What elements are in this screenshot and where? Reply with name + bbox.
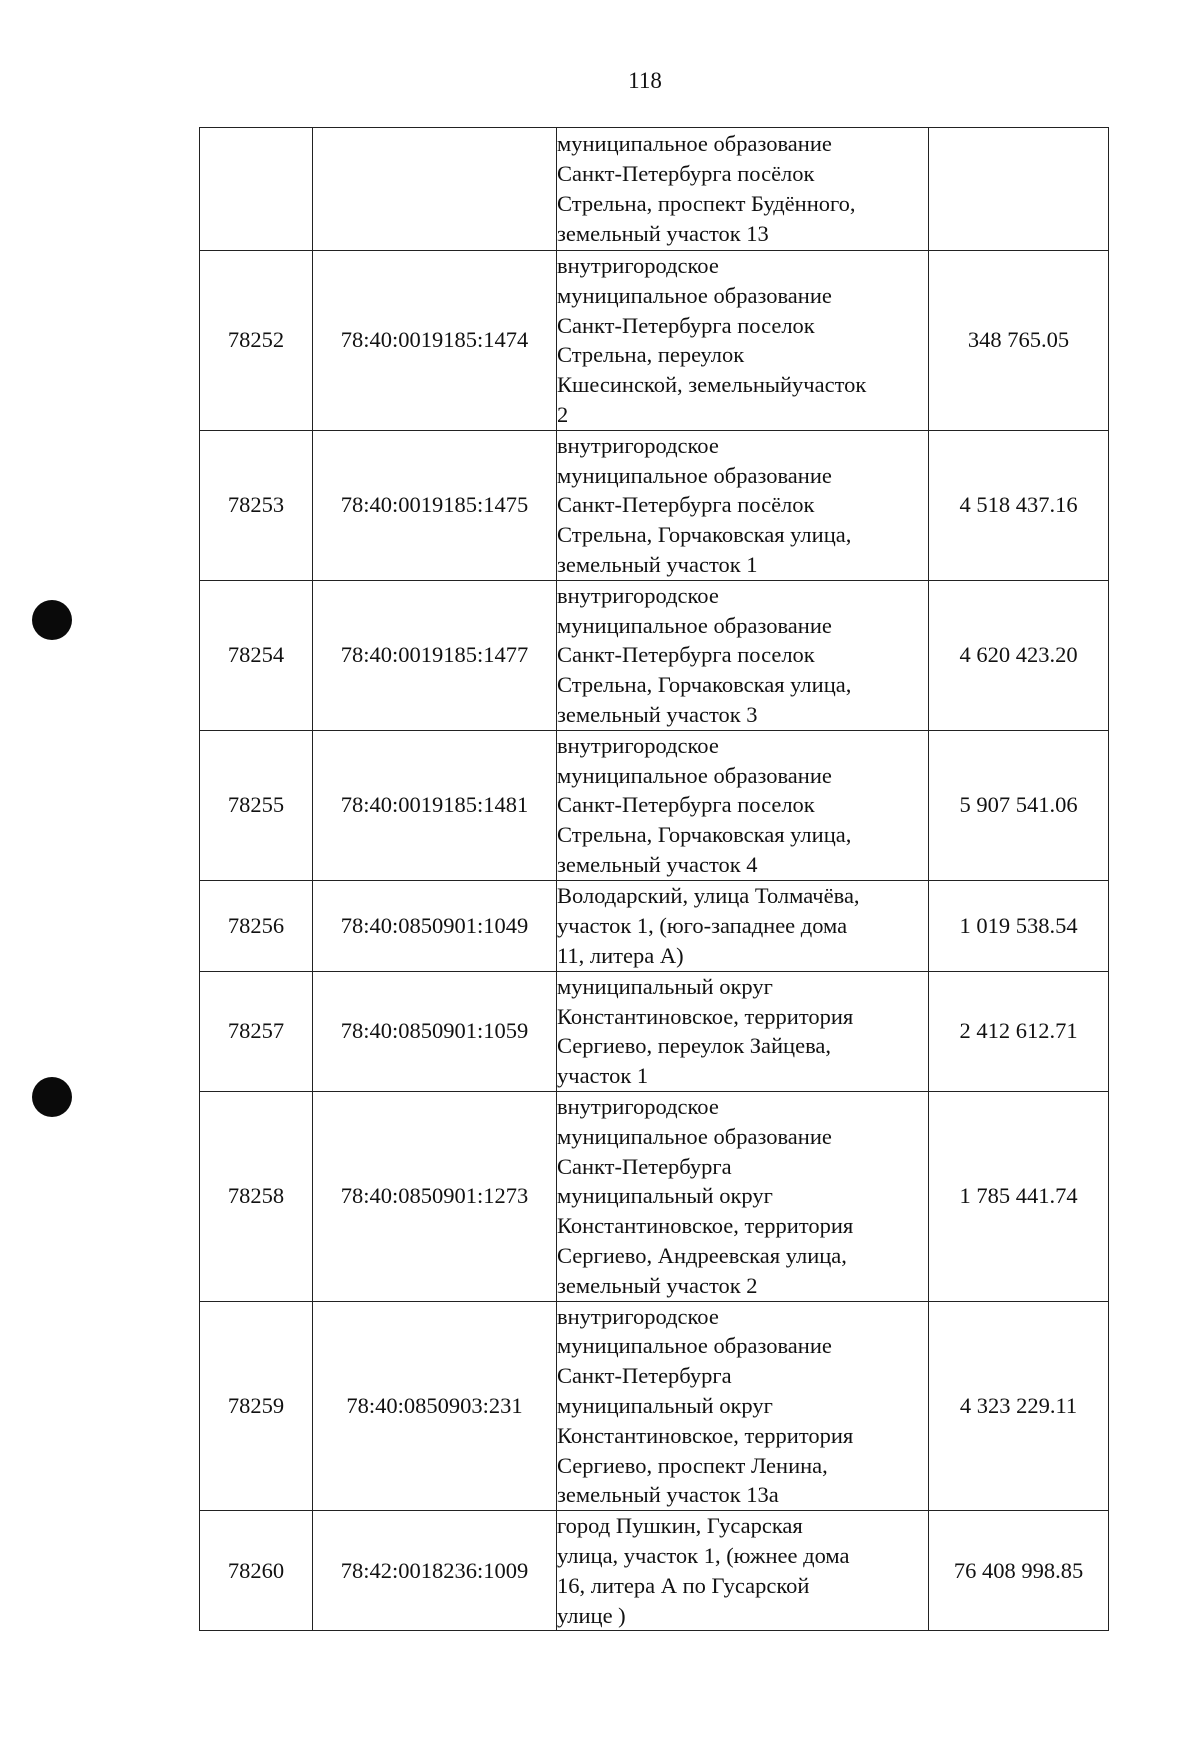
page-number: 118 — [628, 68, 662, 93]
address-line: внутригородское — [557, 1303, 719, 1329]
address-line: Стрельна, Горчаковская улица, — [557, 822, 852, 848]
cadastral-value: 348 765.05 — [929, 251, 1109, 431]
address-line: Константиновское, территория — [557, 1422, 854, 1448]
address-line: муниципальный округ — [557, 1183, 773, 1209]
row-number: 78259 — [200, 1301, 313, 1511]
table-row — [200, 971, 1109, 1091]
row-number: 78258 — [200, 1091, 313, 1301]
address-line: Сергиево, Андреевская улица, — [557, 1242, 847, 1268]
row-number: 78255 — [200, 730, 313, 880]
address-line: муниципальный округ — [557, 973, 773, 999]
cadastral-number: 78:40:0850903:231 — [313, 1301, 557, 1511]
address-line: муниципальное образование — [557, 612, 832, 638]
address — [557, 880, 929, 971]
table-row — [200, 1301, 1109, 1511]
land-plot-table — [199, 127, 1109, 1631]
binder-hole-top — [32, 600, 72, 640]
cadastral-value: 4 323 229.11 — [929, 1301, 1109, 1511]
address-line: 16, литера А по Гусарской — [557, 1572, 810, 1598]
row-number: 78256 — [200, 880, 313, 971]
address-line: Санкт-Петербурга поселок — [557, 312, 815, 338]
table-row — [200, 251, 1109, 431]
table-row — [200, 1511, 1109, 1631]
address-line: земельный участок 2 — [557, 1272, 758, 1298]
address-line: земельный участок 13 — [557, 220, 769, 246]
cadastral-value: 1 785 441.74 — [929, 1091, 1109, 1301]
cadastral-number: 78:40:0850901:1049 — [313, 880, 557, 971]
address-line: муниципальное образование — [557, 1333, 832, 1359]
cadastral-value: 5 907 541.06 — [929, 730, 1109, 880]
address-line: участок 1 — [557, 1063, 649, 1089]
row-number: 78253 — [200, 430, 313, 580]
table-body — [200, 128, 1109, 1631]
cadastral-value: 4 518 437.16 — [929, 430, 1109, 580]
address-line: внутригородское — [557, 582, 719, 608]
address-line: муниципальное образование — [557, 762, 832, 788]
address-line: Сергиево, переулок Зайцева, — [557, 1033, 832, 1059]
address-line: муниципальное образование — [557, 462, 832, 488]
address — [557, 251, 929, 431]
row-number: 78260 — [200, 1511, 313, 1631]
address-line: Константиновское, территория — [557, 1213, 854, 1239]
cadastral-value: 2 412 612.71 — [929, 971, 1109, 1091]
address-line: Санкт-Петербурга поселок — [557, 642, 815, 668]
address-line: Кшесинской, земельныйучасток — [557, 372, 867, 398]
row-number — [200, 128, 313, 251]
address-line: внутригородское — [557, 1093, 719, 1119]
address-line: земельный участок 13а — [557, 1482, 779, 1508]
address-line: Сергиево, проспект Ленина, — [557, 1452, 828, 1478]
cadastral-value: 4 620 423.20 — [929, 580, 1109, 730]
address-line: земельный участок 1 — [557, 551, 758, 577]
address-line: Санкт-Петербурга — [557, 1363, 732, 1389]
table-row — [200, 430, 1109, 580]
address-line: 2 — [557, 401, 569, 427]
table-row — [200, 730, 1109, 880]
address — [557, 430, 929, 580]
address — [557, 730, 929, 880]
address-line: Стрельна, проспект Будённого, — [557, 191, 856, 216]
address-line: муниципальный округ — [557, 1392, 773, 1418]
address-line: муниципальное образование — [557, 131, 832, 157]
cadastral-number — [313, 128, 557, 251]
address-line: внутригородское — [557, 732, 719, 758]
address-line: Санкт-Петербурга посёлок — [557, 161, 815, 187]
cadastral-number: 78:40:0019185:1477 — [313, 580, 557, 730]
address-line: Санкт-Петербурга поселок — [557, 792, 815, 818]
address-line: внутригородское — [557, 432, 719, 458]
cadastral-number: 78:40:0019185:1481 — [313, 730, 557, 880]
address — [557, 1091, 929, 1301]
cadastral-value: 76 408 998.85 — [929, 1511, 1109, 1631]
cadastral-number: 78:40:0019185:1475 — [313, 430, 557, 580]
address-line: земельный участок 4 — [557, 851, 758, 877]
address-line: 11, литера А) — [557, 942, 684, 968]
address — [557, 580, 929, 730]
address-line: муниципальное образование — [557, 1123, 832, 1149]
cadastral-value — [929, 128, 1109, 251]
row-number: 78257 — [200, 971, 313, 1091]
address-line: Санкт-Петербурга посёлок — [557, 492, 815, 518]
address-line: город Пушкин, Гусарская — [557, 1513, 803, 1539]
cadastral-number: 78:42:0018236:1009 — [313, 1511, 557, 1631]
address-line: внутригородское — [557, 253, 719, 278]
table-row — [200, 580, 1109, 730]
cadastral-number: 78:40:0019185:1474 — [313, 251, 557, 431]
address-line: участок 1, (юго-западнее дома — [557, 912, 848, 938]
row-number: 78252 — [200, 251, 313, 431]
address — [557, 1511, 929, 1631]
address-line: Стрельна, Горчаковская улица, — [557, 672, 852, 698]
address — [557, 971, 929, 1091]
table-row — [200, 128, 1109, 251]
cadastral-number: 78:40:0850901:1059 — [313, 971, 557, 1091]
cadastral-number: 78:40:0850901:1273 — [313, 1091, 557, 1301]
address — [557, 1301, 929, 1511]
address-line: Стрельна, Горчаковская улица, — [557, 522, 852, 548]
binder-hole-bottom — [32, 1077, 72, 1117]
address-line: муниципальное образование — [557, 282, 832, 308]
row-number: 78254 — [200, 580, 313, 730]
address-line: земельный участок 3 — [557, 701, 758, 727]
address-line: Стрельна, переулок — [557, 342, 745, 368]
address-line: улица, участок 1, (южнее дома — [557, 1542, 850, 1568]
address — [557, 128, 929, 251]
address-line: Константиновское, территория — [557, 1003, 854, 1029]
address-line: Санкт-Петербурга — [557, 1153, 732, 1179]
address-line: Володарский, улица Толмачёва, — [557, 883, 860, 909]
address-line: улице ) — [557, 1602, 626, 1628]
table-row — [200, 1091, 1109, 1301]
cadastral-value: 1 019 538.54 — [929, 880, 1109, 971]
table-row — [200, 880, 1109, 971]
